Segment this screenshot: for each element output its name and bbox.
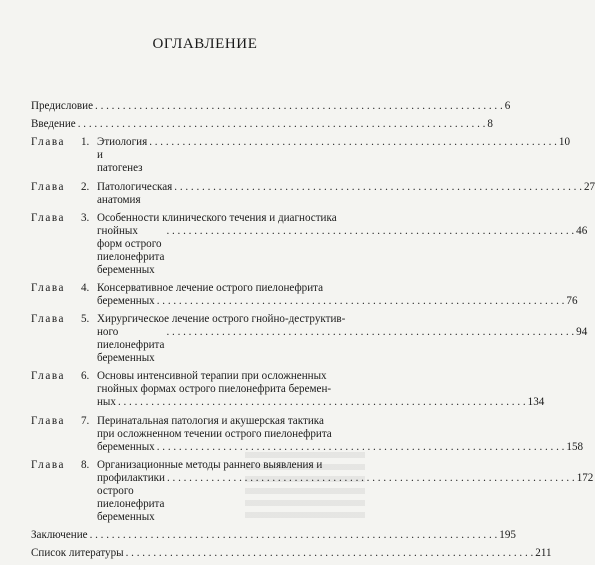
chapter-prefix: Глава <box>31 370 66 383</box>
toc-chapter-entry <box>31 180 595 207</box>
chapter-prefix: Глава <box>31 211 66 224</box>
page-title: ОГЛАВЛЕНИЕ <box>152 36 258 52</box>
chapter-title-line: Хирургическое лечение острого гнойно-деструктив- <box>97 313 346 326</box>
chapter-title-line: Перинатальная патология и акушерская тактика <box>97 414 324 427</box>
chapter-prefix: Глава <box>31 458 66 471</box>
dot-leader <box>78 118 486 131</box>
toc-chapter-entry <box>31 370 545 409</box>
toc-entry <box>31 118 493 131</box>
toc-chapter-entry <box>31 136 570 175</box>
toc-page-number: 195 <box>499 528 516 541</box>
dot-leader <box>157 295 565 308</box>
dot-leader <box>149 136 557 149</box>
chapter-title-line: Особенности клинического течения и диагностика <box>97 211 337 224</box>
toc-entry <box>31 528 516 542</box>
dot-leader <box>126 547 534 560</box>
chapter-title-last-line <box>97 136 570 175</box>
chapter-title-line: при осложненном течении острого пиелонефрита <box>97 427 332 440</box>
chapter-number: 8. <box>81 458 90 471</box>
toc-entry <box>31 100 511 113</box>
chapter-title-last-line <box>97 396 544 409</box>
chapter-number: 7. <box>81 414 90 427</box>
toc-entry-label: Список литературы <box>31 547 124 560</box>
dot-leader <box>90 529 498 542</box>
chapter-title <box>97 415 583 454</box>
chapter-title <box>97 282 578 308</box>
chapter-title <box>97 136 570 175</box>
chapter-title <box>97 181 595 207</box>
toc-page-number: 27 <box>583 180 595 193</box>
chapter-prefix: Глава <box>31 136 66 149</box>
dot-leader <box>166 326 574 339</box>
chapter-title-line: Этиология и патогенез <box>97 136 148 175</box>
chapter-title-last-line <box>97 225 587 277</box>
toc-page-number: 211 <box>535 547 552 560</box>
chapter-title-last-line <box>97 326 587 365</box>
chapter-title-line: гнойных форм острого пиелонефрита беременных <box>97 224 165 276</box>
chapter-title-line: Патологическая анатомия <box>97 180 173 206</box>
chapter-title-line: гнойных формах острого пиелонефрита беремен- <box>97 383 332 396</box>
chapter-title-line: Основы интенсивной терапии при осложненных <box>97 370 327 383</box>
dot-leader <box>174 181 582 194</box>
toc-page-number: 46 <box>576 224 588 237</box>
chapter-number: 2. <box>81 180 90 193</box>
toc-entry-label: Предисловие <box>31 100 94 112</box>
toc-page-number: 172 <box>576 471 594 484</box>
chapter-title-line: беременных <box>97 294 155 307</box>
chapter-title-last-line <box>97 295 578 308</box>
toc-page-number: 6 <box>504 100 511 112</box>
chapter-title-line: Консервативное лечение острого пиелонефрита <box>97 281 324 294</box>
toc-chapter-entry <box>31 281 578 308</box>
toc-page-number: 158 <box>566 440 584 453</box>
chapter-title-line: ных <box>97 396 116 409</box>
chapter-number: 4. <box>81 281 90 294</box>
toc-chapter-entry <box>31 313 588 365</box>
chapter-prefix: Глава <box>31 180 66 193</box>
chapter-title <box>97 370 544 409</box>
toc-entry-label: Заключение <box>31 528 88 541</box>
chapter-prefix: Глава <box>31 281 66 294</box>
chapter-title-line: профилактики острого пиелонефрита беременных <box>97 471 165 523</box>
chapter-title-line: беременных <box>97 440 155 453</box>
chapter-title-line: ного пиелонефрита беременных <box>97 326 165 365</box>
toc-page-number: 94 <box>576 326 588 339</box>
chapter-number: 1. <box>81 136 90 149</box>
dot-leader <box>95 100 503 113</box>
chapter-prefix: Глава <box>31 414 66 427</box>
toc-page-number: 134 <box>527 396 545 409</box>
toc-chapter-entry <box>31 211 588 277</box>
dot-leader <box>167 472 575 485</box>
toc-chapter-entry <box>31 414 584 454</box>
chapter-number: 3. <box>81 211 90 224</box>
bleed-through-texture <box>245 452 365 522</box>
chapter-title <box>97 313 587 365</box>
toc-entry-label: Введение <box>31 118 76 131</box>
chapter-number: 6. <box>81 370 90 383</box>
toc-page-number: 76 <box>566 294 578 307</box>
toc-page-number: 8 <box>487 118 493 131</box>
chapter-number: 5. <box>81 313 90 326</box>
chapter-title <box>97 212 587 277</box>
chapter-prefix: Глава <box>31 313 66 326</box>
dot-leader <box>166 225 574 238</box>
toc-page-number: 10 <box>558 136 570 149</box>
chapter-title-line: Организационные методы раннего выявления и <box>97 458 323 471</box>
dot-leader <box>118 396 526 409</box>
chapter-title-last-line <box>97 181 595 207</box>
toc-entry <box>31 547 552 560</box>
